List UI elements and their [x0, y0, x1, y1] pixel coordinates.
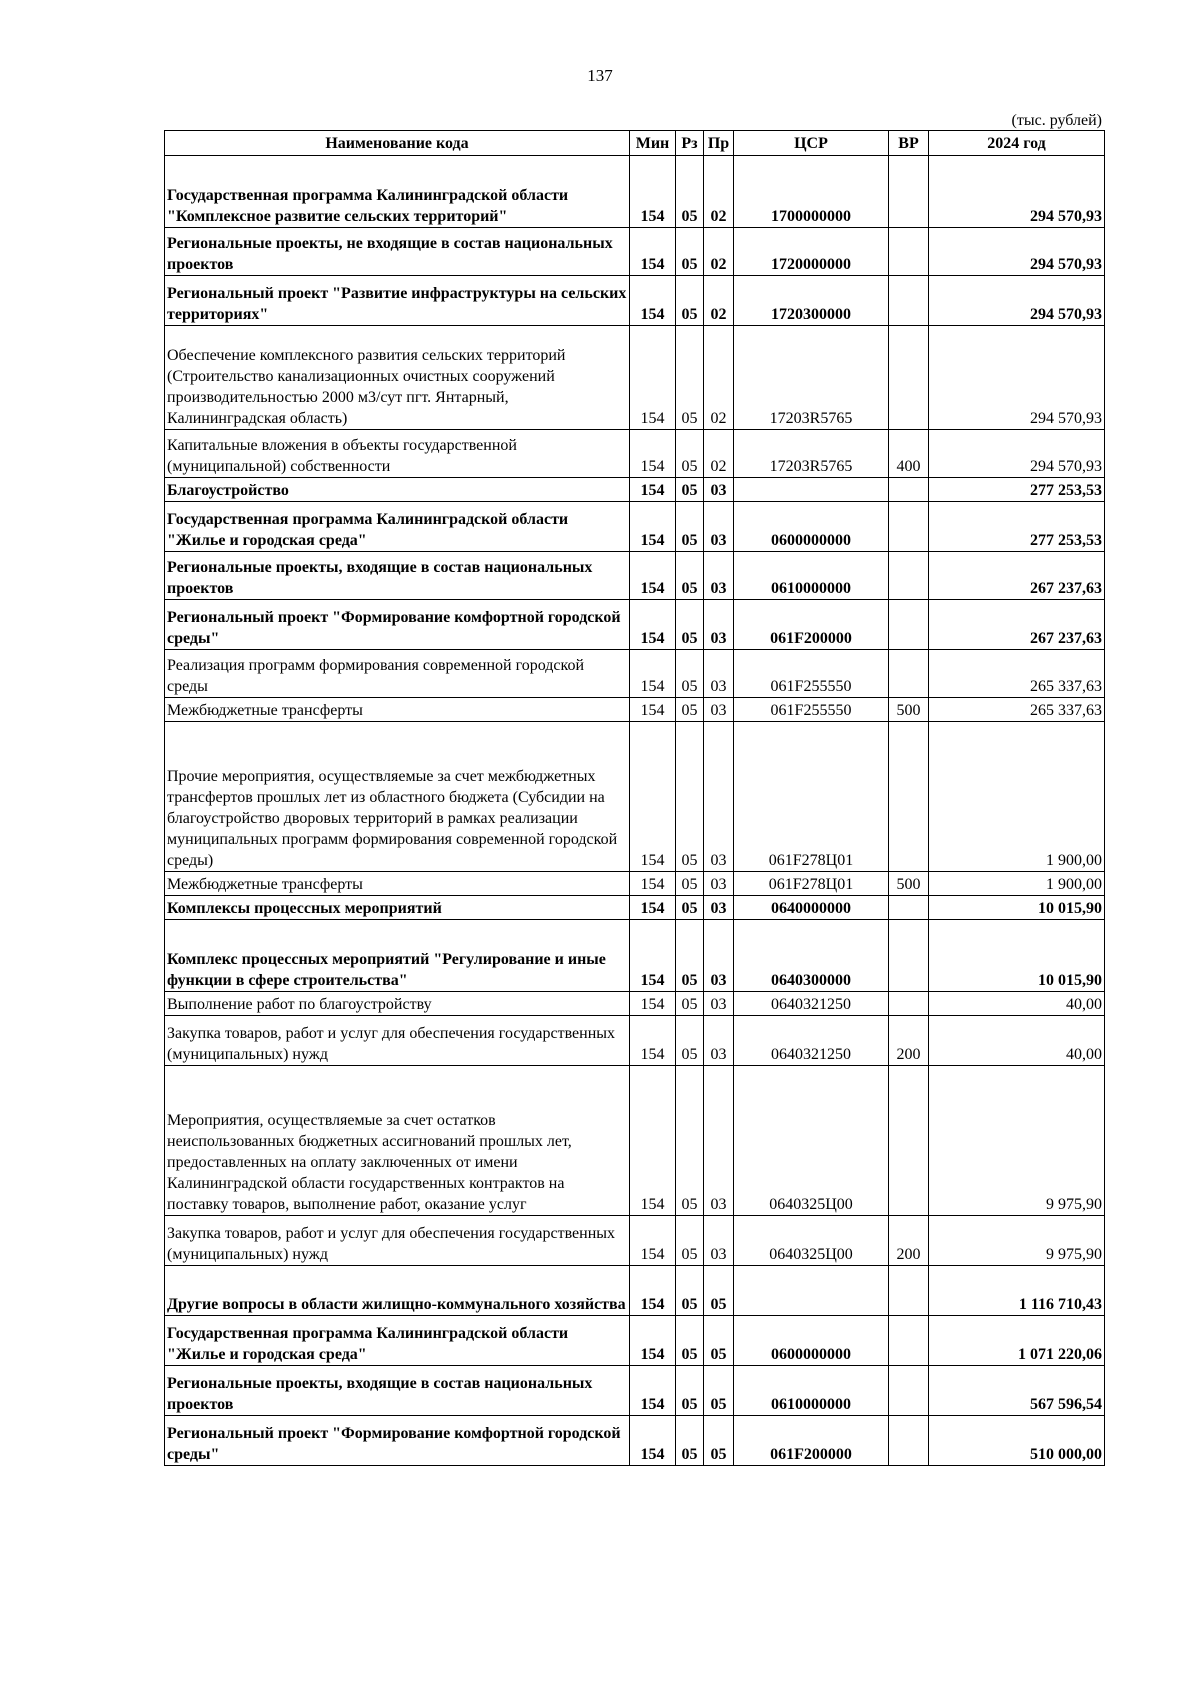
row-min: 154	[630, 872, 676, 896]
row-csr	[734, 1266, 889, 1316]
row-vr	[889, 1266, 929, 1316]
row-csr: 061F255550	[734, 650, 889, 698]
row-pr: 02	[704, 228, 734, 276]
row-pr: 03	[704, 502, 734, 552]
row-rz: 05	[676, 1066, 704, 1216]
row-vr	[889, 600, 929, 650]
row-min: 154	[630, 698, 676, 722]
row-pr: 03	[704, 478, 734, 502]
row-vr	[889, 1316, 929, 1366]
row-name: Закупка товаров, работ и услуг для обеспечения государственных (муниципальных) нужд	[165, 1216, 630, 1266]
table-row	[165, 156, 1105, 228]
row-pr: 03	[704, 600, 734, 650]
row-csr: 0610000000	[734, 552, 889, 600]
row-vr	[889, 552, 929, 600]
row-min: 154	[630, 1016, 676, 1066]
header-min: Мин	[630, 131, 676, 156]
row-name: Комплексы процессных мероприятий	[165, 896, 630, 920]
row-pr: 02	[704, 326, 734, 430]
header-vr: ВР	[889, 131, 929, 156]
table-row	[165, 1216, 1105, 1266]
row-name: Межбюджетные трансферты	[165, 872, 630, 896]
row-csr: 1700000000	[734, 156, 889, 228]
row-min: 154	[630, 722, 676, 872]
row-vr: 500	[889, 698, 929, 722]
row-min: 154	[630, 552, 676, 600]
row-vr: 200	[889, 1216, 929, 1266]
row-name: Комплекс процессных мероприятий "Регулирование и иные функции в сфере строительства"	[165, 920, 630, 992]
row-sum: 265 337,63	[929, 698, 1105, 722]
row-csr: 061F200000	[734, 1416, 889, 1466]
table-row	[165, 1016, 1105, 1066]
row-name: Мероприятия, осуществляемые за счет остатков неиспользованных бюджетных ассигнований прошлых лет, предоставленных на оплату заключенных от имени Калининградской области государственных контрактов на поставку товаров, выполнение работ, оказание услуг	[165, 1066, 630, 1216]
row-rz: 05	[676, 896, 704, 920]
table-row	[165, 552, 1105, 600]
table-row	[165, 276, 1105, 326]
row-pr: 02	[704, 156, 734, 228]
row-csr: 061F200000	[734, 600, 889, 650]
row-sum: 277 253,53	[929, 502, 1105, 552]
row-min: 154	[630, 1216, 676, 1266]
row-vr	[889, 156, 929, 228]
row-sum: 267 237,63	[929, 600, 1105, 650]
row-sum: 1 071 220,06	[929, 1316, 1105, 1366]
row-rz: 05	[676, 228, 704, 276]
row-min: 154	[630, 430, 676, 478]
row-pr: 03	[704, 650, 734, 698]
row-csr: 061F278Ц01	[734, 872, 889, 896]
table-row	[165, 920, 1105, 992]
row-csr: 061F255550	[734, 698, 889, 722]
row-sum: 1 900,00	[929, 872, 1105, 896]
row-sum: 567 596,54	[929, 1366, 1105, 1416]
row-pr: 03	[704, 552, 734, 600]
row-name: Региональные проекты, не входящие в состав национальных проектов	[165, 228, 630, 276]
row-sum: 294 570,93	[929, 430, 1105, 478]
row-min: 154	[630, 992, 676, 1016]
row-rz: 05	[676, 1216, 704, 1266]
row-min: 154	[630, 478, 676, 502]
row-sum: 10 015,90	[929, 896, 1105, 920]
table-header-row	[165, 131, 1105, 156]
row-csr: 1720000000	[734, 228, 889, 276]
table-row	[165, 650, 1105, 698]
table-row	[165, 1416, 1105, 1466]
row-vr	[889, 228, 929, 276]
row-pr: 03	[704, 722, 734, 872]
row-sum: 294 570,93	[929, 156, 1105, 228]
row-vr	[889, 992, 929, 1016]
row-sum: 294 570,93	[929, 276, 1105, 326]
row-pr: 05	[704, 1416, 734, 1466]
row-min: 154	[630, 896, 676, 920]
header-sum: 2024 год	[929, 131, 1105, 156]
row-name: Другие вопросы в области жилищно-коммунального хозяйства	[165, 1266, 630, 1316]
row-pr: 05	[704, 1366, 734, 1416]
row-rz: 05	[676, 156, 704, 228]
row-csr: 061F278Ц01	[734, 722, 889, 872]
row-name: Региональный проект "Развитие инфраструктуры на сельских территориях"	[165, 276, 630, 326]
header-rz: Рз	[676, 131, 704, 156]
row-rz: 05	[676, 552, 704, 600]
header-name: Наименование кода	[165, 131, 630, 156]
row-rz: 05	[676, 1366, 704, 1416]
table-row	[165, 698, 1105, 722]
row-vr	[889, 1366, 929, 1416]
table-row	[165, 896, 1105, 920]
row-name: Региональные проекты, входящие в состав национальных проектов	[165, 1366, 630, 1416]
row-sum: 9 975,90	[929, 1066, 1105, 1216]
row-name: Государственная программа Калининградской области "Комплексное развитие сельских территорий"	[165, 156, 630, 228]
row-min: 154	[630, 1066, 676, 1216]
row-name: Региональный проект "Формирование комфортной городской среды"	[165, 1416, 630, 1466]
row-rz: 05	[676, 276, 704, 326]
header-pr: Пр	[704, 131, 734, 156]
row-csr: 0640321250	[734, 992, 889, 1016]
table-row	[165, 992, 1105, 1016]
table-row	[165, 600, 1105, 650]
row-sum: 294 570,93	[929, 228, 1105, 276]
row-min: 154	[630, 920, 676, 992]
row-name: Капитальные вложения в объекты государственной (муниципальной) собственности	[165, 430, 630, 478]
row-name: Прочие мероприятия, осуществляемые за счет межбюджетных трансфертов прошлых лет из областного бюджета (Субсидии на благоустройство дворовых территорий в рамках реализации муниципальных программ формирования современной городской среды)	[165, 722, 630, 872]
row-name: Межбюджетные трансферты	[165, 698, 630, 722]
table-row	[165, 1266, 1105, 1316]
row-rz: 05	[676, 478, 704, 502]
table-row	[165, 1366, 1105, 1416]
row-rz: 05	[676, 698, 704, 722]
row-vr	[889, 1416, 929, 1466]
row-pr: 02	[704, 430, 734, 478]
row-rz: 05	[676, 430, 704, 478]
row-rz: 05	[676, 650, 704, 698]
row-min: 154	[630, 228, 676, 276]
row-vr	[889, 920, 929, 992]
row-min: 154	[630, 156, 676, 228]
row-csr: 0640000000	[734, 896, 889, 920]
row-min: 154	[630, 600, 676, 650]
row-min: 154	[630, 276, 676, 326]
row-rz: 05	[676, 600, 704, 650]
row-sum: 277 253,53	[929, 478, 1105, 502]
row-csr: 0640321250	[734, 1016, 889, 1066]
table-row	[165, 722, 1105, 872]
row-vr	[889, 326, 929, 430]
row-sum: 265 337,63	[929, 650, 1105, 698]
row-pr: 03	[704, 920, 734, 992]
row-vr	[889, 1066, 929, 1216]
row-name: Региональные проекты, входящие в состав национальных проектов	[165, 552, 630, 600]
row-pr: 05	[704, 1266, 734, 1316]
row-csr: 17203R5765	[734, 326, 889, 430]
row-name: Региональный проект "Формирование комфортной городской среды"	[165, 600, 630, 650]
row-vr	[889, 722, 929, 872]
row-vr: 500	[889, 872, 929, 896]
row-rz: 05	[676, 872, 704, 896]
row-csr: 0610000000	[734, 1366, 889, 1416]
row-csr: 0640325Ц00	[734, 1066, 889, 1216]
row-csr: 0640300000	[734, 920, 889, 992]
table-row	[165, 872, 1105, 896]
row-name: Государственная программа Калининградской области "Жилье и городская среда"	[165, 1316, 630, 1366]
row-min: 154	[630, 1416, 676, 1466]
row-pr: 03	[704, 992, 734, 1016]
row-min: 154	[630, 502, 676, 552]
row-sum: 10 015,90	[929, 920, 1105, 992]
row-name: Закупка товаров, работ и услуг для обеспечения государственных (муниципальных) нужд	[165, 1016, 630, 1066]
row-pr: 03	[704, 896, 734, 920]
row-rz: 05	[676, 1416, 704, 1466]
row-csr	[734, 478, 889, 502]
row-sum: 9 975,90	[929, 1216, 1105, 1266]
row-rz: 05	[676, 920, 704, 992]
row-pr: 03	[704, 1216, 734, 1266]
row-min: 154	[630, 1266, 676, 1316]
row-name: Реализация программ формирования современной городской среды	[165, 650, 630, 698]
row-name: Государственная программа Калининградской области "Жилье и городская среда"	[165, 502, 630, 552]
row-vr	[889, 502, 929, 552]
row-sum: 1 900,00	[929, 722, 1105, 872]
row-pr: 05	[704, 1316, 734, 1366]
row-sum: 40,00	[929, 1016, 1105, 1066]
row-pr: 03	[704, 1016, 734, 1066]
row-rz: 05	[676, 1266, 704, 1316]
row-vr	[889, 896, 929, 920]
row-rz: 05	[676, 326, 704, 430]
row-csr: 1720300000	[734, 276, 889, 326]
row-csr: 0600000000	[734, 1316, 889, 1366]
units-label: (тыс. рублей)	[1011, 112, 1102, 129]
row-vr: 400	[889, 430, 929, 478]
row-vr	[889, 478, 929, 502]
row-min: 154	[630, 1366, 676, 1416]
header-csr: ЦСР	[734, 131, 889, 156]
row-rz: 05	[676, 1016, 704, 1066]
row-name: Выполнение работ по благоустройству	[165, 992, 630, 1016]
table-row	[165, 1316, 1105, 1366]
row-csr: 0600000000	[734, 502, 889, 552]
row-sum: 40,00	[929, 992, 1105, 1016]
row-name: Обеспечение комплексного развития сельских территорий (Строительство канализационных очистных сооружений производительностью 2000 м3/сут пгт. Янтарный, Калининградская область)	[165, 326, 630, 430]
table-row	[165, 430, 1105, 478]
row-sum: 510 000,00	[929, 1416, 1105, 1466]
row-pr: 02	[704, 276, 734, 326]
row-rz: 05	[676, 1316, 704, 1366]
row-rz: 05	[676, 502, 704, 552]
budget-table	[164, 130, 1105, 1466]
row-pr: 03	[704, 1066, 734, 1216]
row-min: 154	[630, 650, 676, 698]
table-row	[165, 228, 1105, 276]
row-vr	[889, 650, 929, 698]
table-row	[165, 478, 1105, 502]
row-vr	[889, 276, 929, 326]
page-number: 137	[587, 66, 613, 85]
row-sum: 294 570,93	[929, 326, 1105, 430]
row-min: 154	[630, 1316, 676, 1366]
row-csr: 17203R5765	[734, 430, 889, 478]
row-name: Благоустройство	[165, 478, 630, 502]
table-row	[165, 1066, 1105, 1216]
row-pr: 03	[704, 698, 734, 722]
row-rz: 05	[676, 992, 704, 1016]
row-min: 154	[630, 326, 676, 430]
table-row	[165, 502, 1105, 552]
row-sum: 267 237,63	[929, 552, 1105, 600]
table-row	[165, 326, 1105, 430]
row-sum: 1 116 710,43	[929, 1266, 1105, 1316]
row-pr: 03	[704, 872, 734, 896]
row-csr: 0640325Ц00	[734, 1216, 889, 1266]
row-vr: 200	[889, 1016, 929, 1066]
row-rz: 05	[676, 722, 704, 872]
